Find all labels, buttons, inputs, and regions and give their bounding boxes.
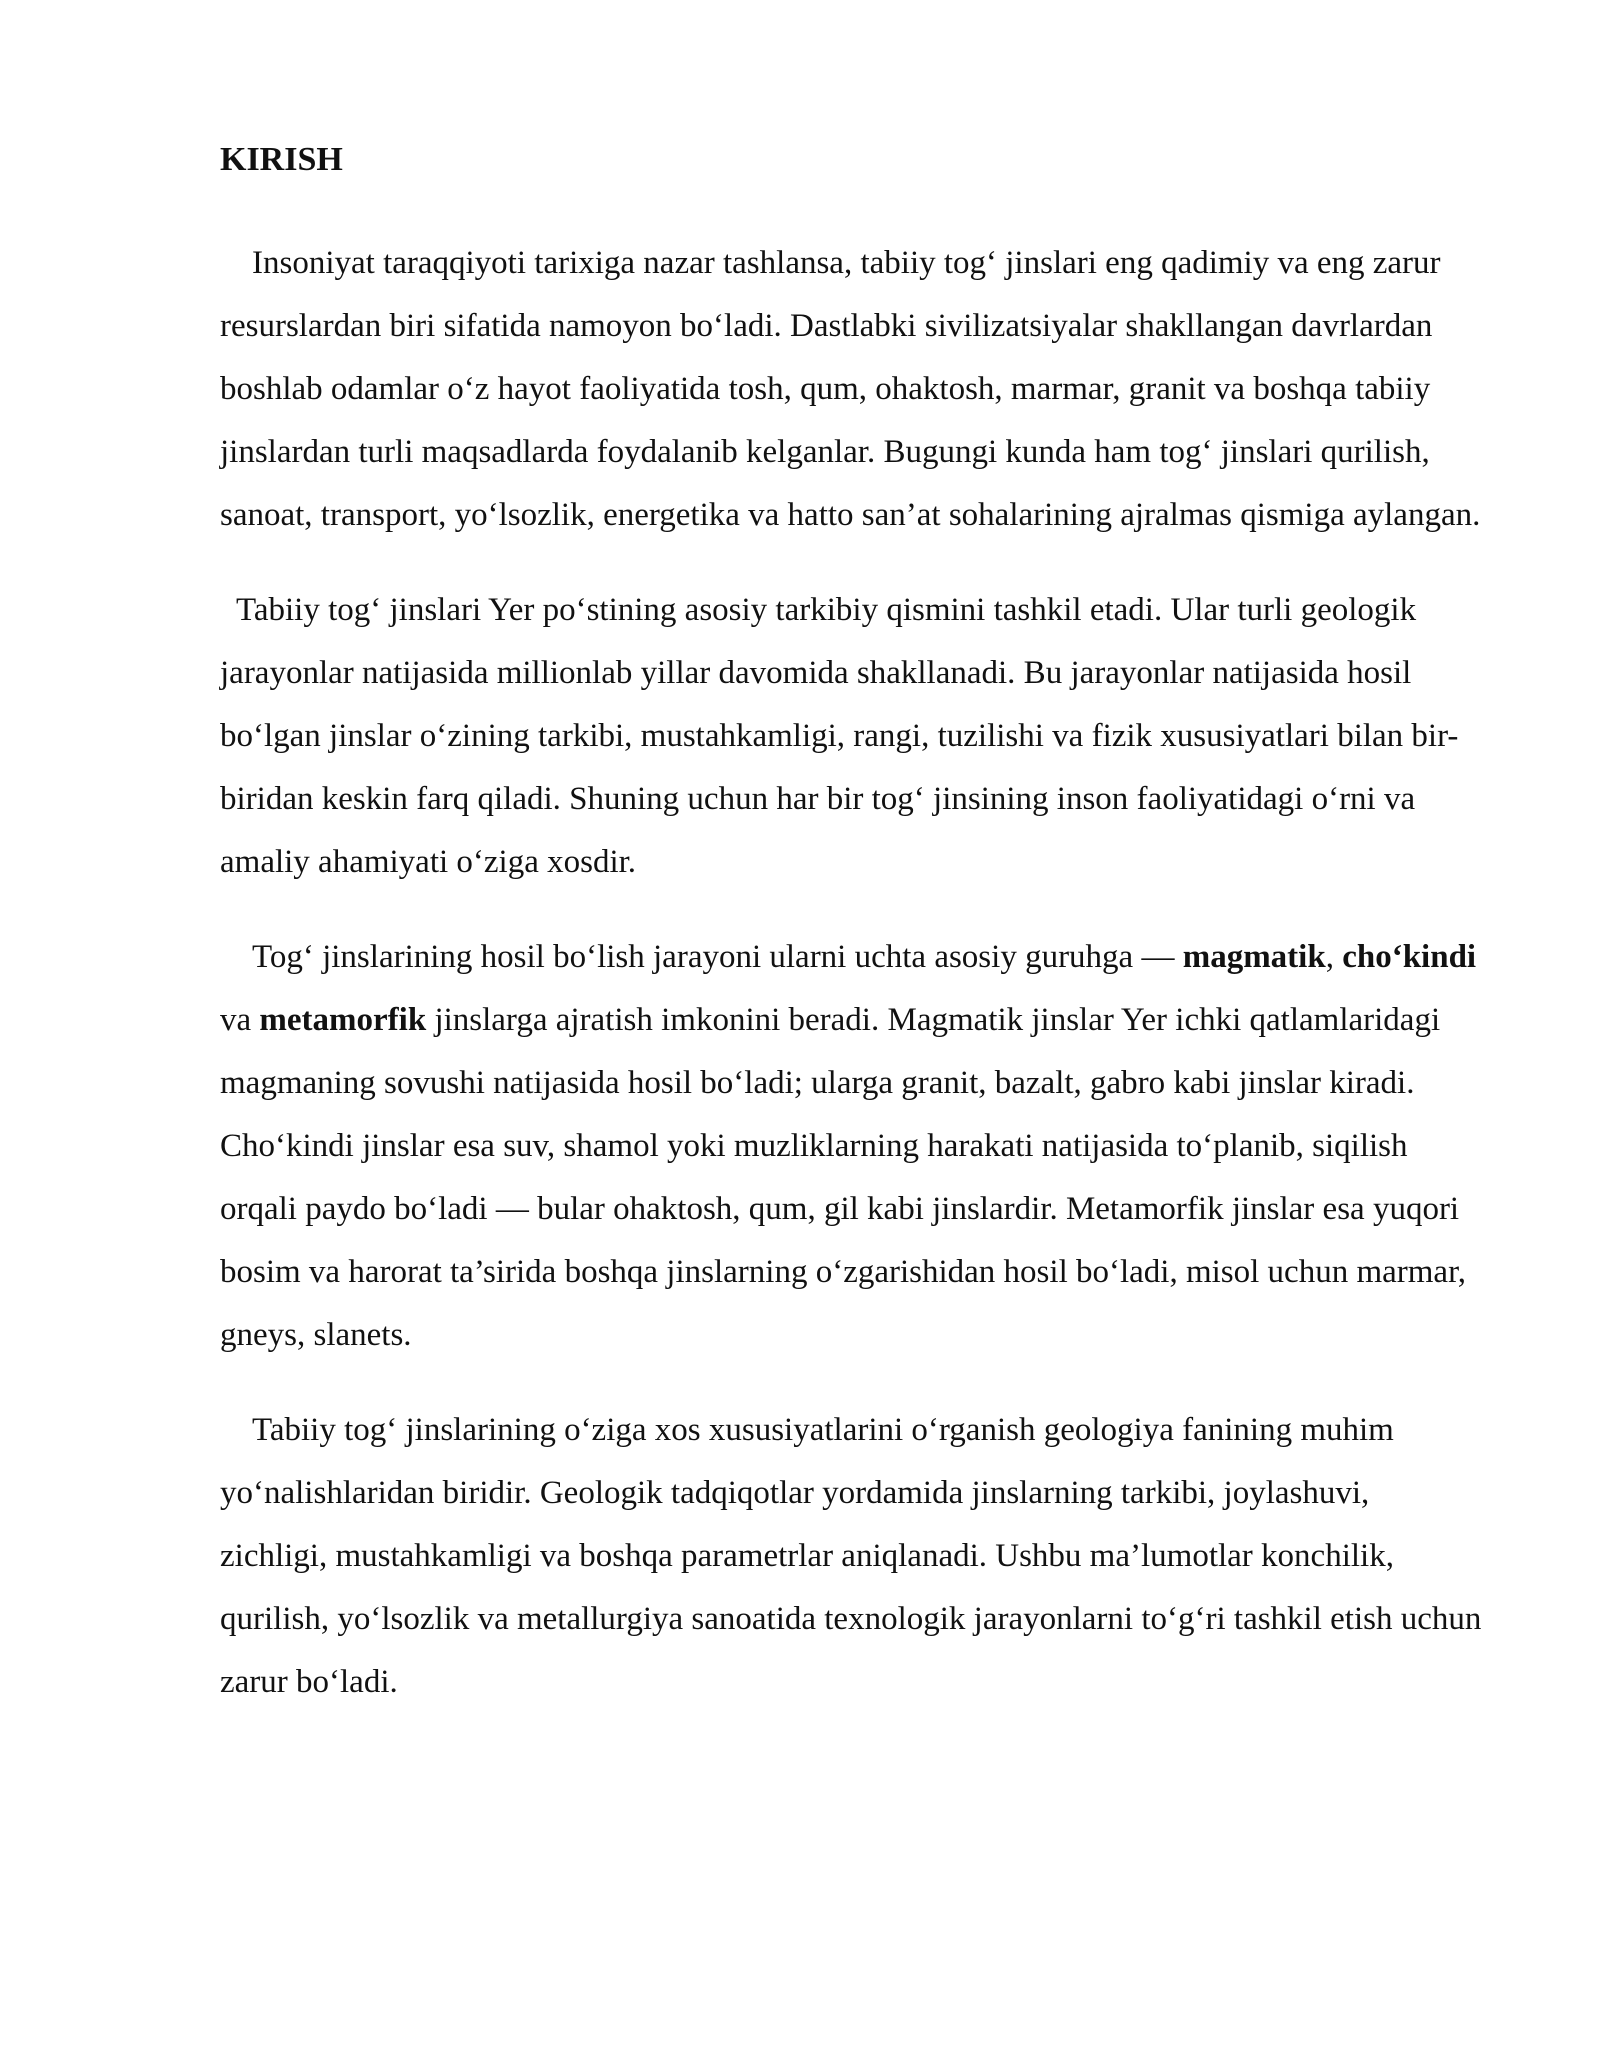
paragraph-3-text-3: va (220, 1002, 260, 1038)
paragraph-3 (220, 926, 1482, 1367)
section-heading: KIRISH (220, 141, 343, 178)
paragraph-3-text-2: , (1325, 939, 1343, 975)
paragraph-4: Tabiiy tog‘ jinslarining o‘ziga xos xususiyatlarini o‘rganish geologiya fanining muhim yo‘nalishlaridan biridir. Geologik tadqiqotlar yordamida jinslarning tarkibi, joylashuvi, zichligi, mustahkamligi va boshqa parametrlar aniqlanadi. Ushbu ma’lumotlar konchilik, qurilish, yo‘lsozlik va metallurgiya sanoatida texnologik jarayonlarni to‘g‘ri tashkil etish uchun zarur bo‘ladi. (220, 1412, 1482, 1700)
term-chokindi: cho‘kindi (1342, 939, 1477, 975)
paragraph-3-text-4: jinslarga ajratish imkonini beradi. Magmatik jinslar Yer ichki qatlamlaridagi magmaning sovushi natijasida hosil bo‘ladi; ularga granit, bazalt, gabro kabi jinslar kiradi. Cho‘kindi jinslar esa suv, shamol yoki muzliklarning harakati natijasida to‘planib, siqilish orqali paydo bo‘ladi — bular ohaktosh, qum, gil kabi jinslardir. Metamorfik jinslar esa yuqori bosim va harorat ta’sirida boshqa jinslarning o‘zgarishidan hosil bo‘ladi, misol uchun marmar, gneys, slanets. (220, 1002, 1466, 1353)
paragraph-1: Insoniyat taraqqiyoti tarixiga nazar tashlansa, tabiiy tog‘ jinslari eng qadimiy va eng zarur resurslardan biri sifatida namoyon bo‘ladi. Dastlabki sivilizatsiyalar shakllangan davrlardan boshlab odamlar o‘z hayot faoliyatida tosh, qum, ohaktosh, marmar, granit va boshqa tabiiy jinslardan turli maqsadlarda foydalanib kelganlar. Bugungi kunda ham tog‘ jinslari qurilish, sanoat, transport, yo‘lsozlik, energetika va hatto san’at sohalarining ajralmas qismiga aylangan. (220, 245, 1481, 533)
paragraph-2: Tabiiy tog‘ jinslari Yer po‘stining asosiy tarkibiy qismini tashkil etadi. Ular turli geologik jarayonlar natijasida millionlab yillar davomida shakllanadi. Bu jarayonlar natijasida hosil bo‘lgan jinslar o‘zining tarkibi, mustahkamligi, rangi, tuzilishi va fizik xususiyatlari bilan bir-biridan keskin farq qiladi. Shuning uchun har bir tog‘ jinsining inson faoliyatidagi o‘rni va amaliy ahamiyati o‘ziga xosdir. (220, 592, 1459, 880)
paragraph-3-text-1: Tog‘ jinslarining hosil bo‘lish jarayoni ularni uchta asosiy guruhga — (252, 939, 1183, 975)
term-metamorfik: metamorfik (259, 1002, 427, 1038)
document-body (220, 140, 1482, 1746)
term-magmatik: magmatik (1182, 939, 1326, 975)
